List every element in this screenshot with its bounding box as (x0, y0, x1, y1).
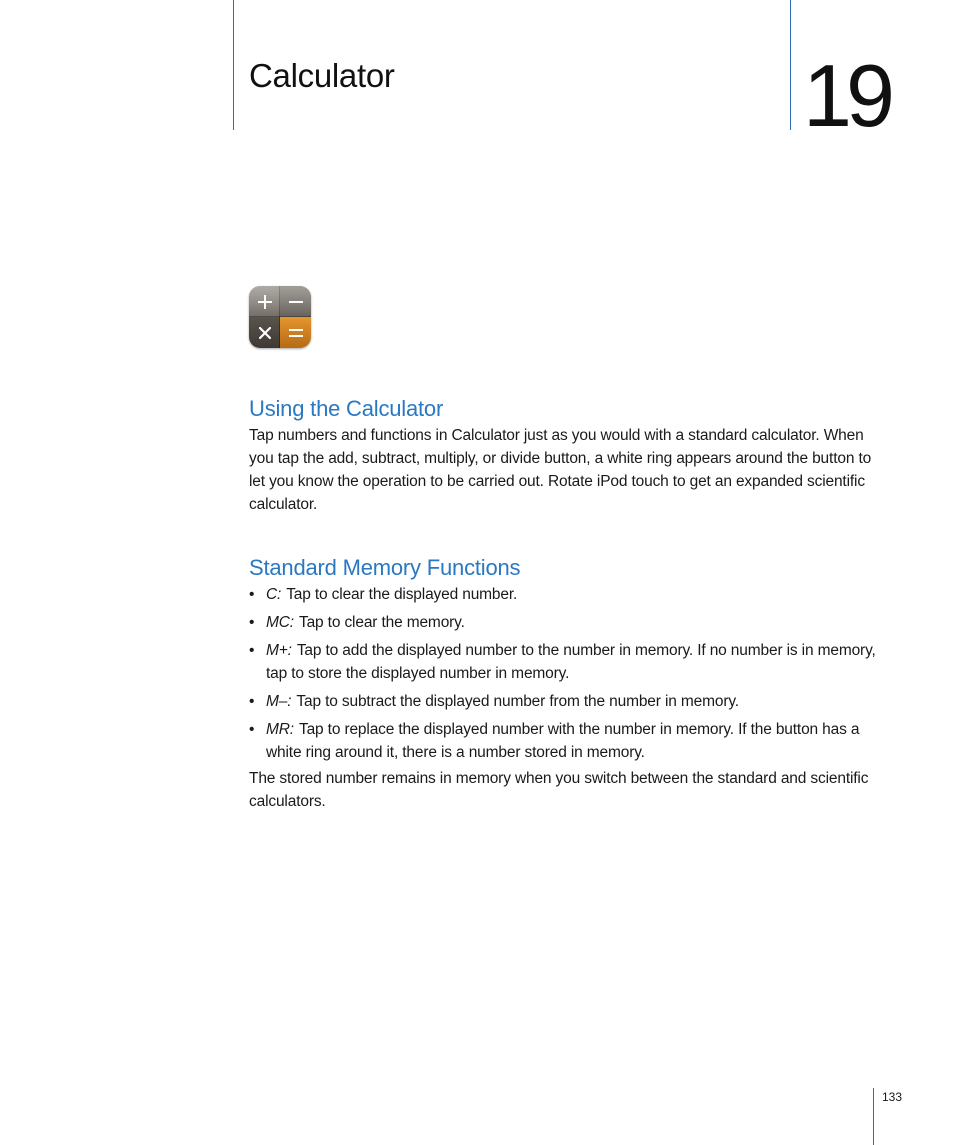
minus-icon (280, 286, 311, 317)
function-term: M+: (266, 642, 292, 659)
bullet-icon: • (249, 642, 255, 659)
list-item (249, 690, 879, 713)
header-rule-right (790, 0, 791, 130)
section-memory-functions (249, 554, 879, 813)
chapter-number: 19 (803, 46, 889, 145)
function-description: Tap to clear the memory. (298, 614, 465, 631)
function-term: C: (266, 586, 282, 603)
bullet-icon: • (249, 721, 255, 738)
list-item (249, 583, 879, 606)
header-rule-left (233, 0, 234, 130)
list-item (249, 639, 879, 685)
plus-icon (249, 286, 280, 317)
function-description: Tap to clear the displayed number. (286, 586, 518, 603)
list-item (249, 718, 879, 764)
section-body: Tap numbers and functions in Calculator just as you would with a standard calculator. When you tap the add, subtract, multiply, or divide button, a white ring appears around the button to let you know the operation to be carried out. Rotate iPod touch to get an expanded scientific calculator. (249, 427, 872, 513)
equals-icon (280, 317, 311, 348)
calculator-app-icon (249, 286, 311, 348)
section-heading: Using the Calculator (249, 396, 444, 421)
function-description: Tap to subtract the displayed number from the number in memory. (296, 693, 739, 710)
bullet-icon: • (249, 693, 255, 710)
memory-functions-list (249, 583, 879, 764)
list-item (249, 611, 879, 634)
multiply-icon (249, 317, 280, 348)
bullet-icon: • (249, 614, 255, 631)
function-term: M–: (266, 693, 292, 710)
function-term: MC: (266, 614, 294, 631)
footer-rule (873, 1088, 874, 1145)
section-using-calculator (249, 395, 879, 516)
page-number: 133 (882, 1090, 903, 1104)
function-description: Tap to replace the displayed number with the number in memory. If the button has a white ring around it, there is a number stored in memory. (266, 721, 860, 761)
bullet-icon: • (249, 586, 255, 603)
function-term: MR: (266, 721, 294, 738)
function-description: Tap to add the displayed number to the number in memory. If no number is in memory, tap to store the displayed number in memory. (266, 642, 876, 682)
section-closing-text: The stored number remains in memory when you switch between the standard and scientific calculators. (249, 770, 869, 810)
chapter-title: Calculator (249, 57, 395, 94)
section-heading: Standard Memory Functions (249, 555, 521, 580)
